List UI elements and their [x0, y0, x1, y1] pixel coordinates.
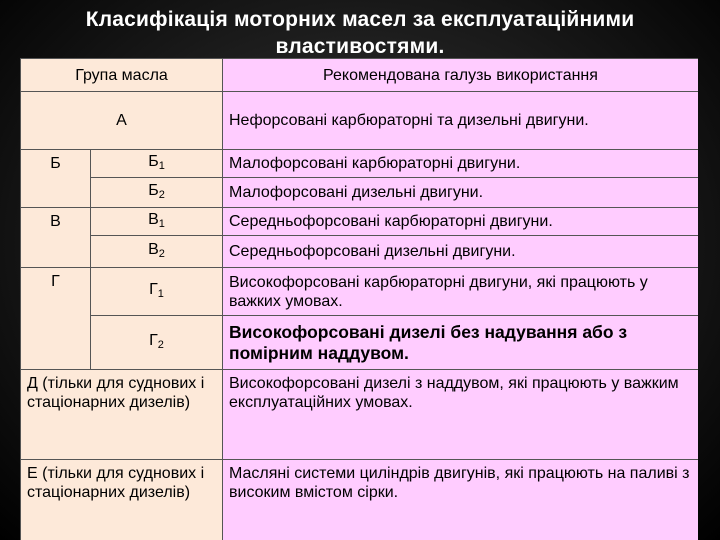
header-group: Група масла: [21, 59, 223, 92]
table-row-e: [21, 460, 699, 540]
header-row: [21, 59, 699, 92]
table-row-b2: [21, 178, 699, 208]
subgroup-v1-usage: Середньофорсовані карбюраторні двигуни.: [223, 208, 699, 236]
table-row-a: [21, 92, 699, 150]
subgroup-b2-usage: Малофорсовані дизельні двигуни.: [223, 178, 699, 208]
table-row-v2: [21, 236, 699, 268]
table-row-g2: [21, 316, 699, 370]
subgroup-v2-label: $В_2$: [91, 236, 223, 268]
group-v-label: В: [21, 208, 91, 268]
subgroup-b2-label: $Б_2$: [91, 178, 223, 208]
group-d-usage: Високофорсовані дизелі з наддувом, які працюють у важким експлуатаційних умовах.: [223, 370, 699, 460]
page-title: Класифікація моторних масел за експлуатаційними властивостями.: [85, 8, 635, 58]
subgroup-g1-usage: Високофорсовані карбюраторні двигуни, які працюють у важких умовах.: [223, 268, 699, 316]
group-d-label: Д (тільки для суднових і стаціонарних дизелів): [21, 370, 223, 460]
table-row-g1: [21, 268, 699, 316]
classification-table-wrapper: [20, 58, 698, 540]
subgroup-b1-usage: Малофорсовані карбюраторні двигуни.: [223, 150, 699, 178]
subgroup-g2-usage: Високофорсовані дизелі без надування або з помірним наддувом.: [223, 316, 699, 370]
group-a-label: А: [21, 92, 223, 150]
subgroup-v1-label: $В_1$: [91, 208, 223, 236]
group-b-label: Б: [21, 150, 91, 208]
table-row-d: [21, 370, 699, 460]
group-e-label: Е (тільки для суднових і стаціонарних дизелів): [21, 460, 223, 540]
subgroup-b1-label: $Б_1$: [91, 150, 223, 178]
subgroup-g1-label: $Г_1$: [91, 268, 223, 316]
group-e-usage: Масляні системи циліндрів двигунів, які працюють на паливі з високим вмістом сірки.: [223, 460, 699, 540]
group-a-usage: Нефорсовані карбюраторні та дизельні двигуни.: [223, 92, 699, 150]
group-g-label: Г: [21, 268, 91, 370]
classification-table: [20, 58, 698, 540]
table-row-b1: [21, 150, 699, 178]
header-usage: Рекомендована галузь використання: [223, 59, 699, 92]
subgroup-g2-label: $Г_2$: [91, 316, 223, 370]
subgroup-v2-usage: Середньофорсовані дизельні двигуни.: [223, 236, 699, 268]
table-row-v1: [21, 208, 699, 236]
